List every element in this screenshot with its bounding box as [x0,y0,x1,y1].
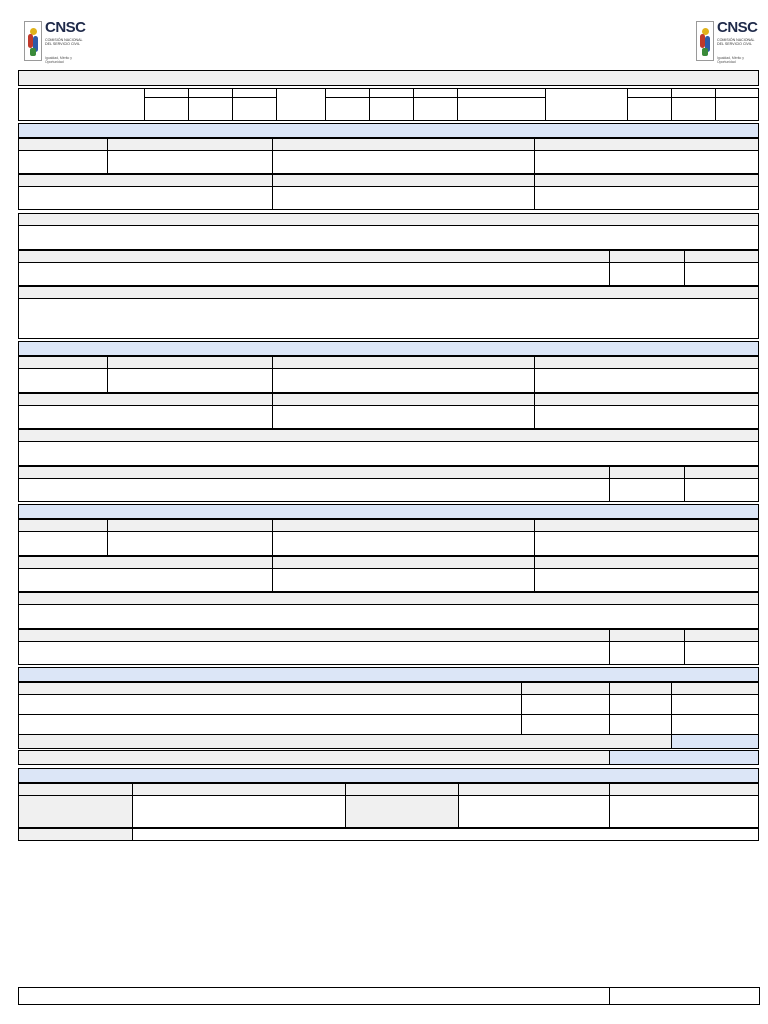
logo-tagline: Igualdad, Mérito y Oportunidad [45,56,72,64]
field-input[interactable] [609,262,685,286]
header-input-cell[interactable] [671,97,716,121]
table-total-label [18,734,672,749]
section-4-band [18,667,759,682]
header-input-cell[interactable] [369,97,414,121]
signature-label [345,795,459,828]
table-cell[interactable] [521,694,610,715]
table-cell[interactable] [521,714,610,735]
logo-title: CNSC [717,19,758,36]
section-5-band [18,768,759,783]
header-label-cell [18,88,145,121]
header-input-cell[interactable] [144,97,189,121]
field-input[interactable] [684,262,759,286]
section-1-band [18,123,759,138]
header-label-cell [545,88,628,121]
header-input-cell[interactable] [627,97,672,121]
header-input-cell[interactable] [413,97,458,121]
field-input[interactable] [272,186,535,210]
table-total-value[interactable] [671,734,759,749]
field-input[interactable] [534,568,759,592]
field-input[interactable] [18,604,759,629]
field-input[interactable] [609,641,685,665]
table-cell[interactable] [609,694,672,715]
field-input[interactable] [18,225,759,250]
header-input-cell[interactable] [188,97,233,121]
field-input[interactable] [684,478,759,502]
signature-box[interactable] [132,795,346,828]
field-input[interactable] [534,405,759,429]
logo-tagline: Igualdad, Mérito y Oportunidad [717,56,744,64]
field-input[interactable] [18,150,108,174]
field-input[interactable] [18,641,610,665]
logo-subtitle: COMISIÓN NACIONAL DEL SERVICIO CIVIL [717,38,755,47]
table-total-label [18,750,610,765]
textarea-field[interactable] [18,298,759,339]
field-input[interactable] [18,405,273,429]
table-cell[interactable] [609,714,672,735]
cnsc-logo-right [696,21,758,63]
field-input[interactable] [272,405,535,429]
header-grid [18,88,759,121]
section-3-band [18,504,759,519]
cnsc-emblem-icon [24,21,42,61]
field-input[interactable] [272,531,535,556]
field-input[interactable] [18,186,273,210]
field-input[interactable] [18,441,759,466]
signature-box[interactable] [609,795,759,828]
table-cell[interactable] [671,714,759,735]
field-input[interactable] [18,531,108,556]
field-input[interactable] [684,641,759,665]
section-2-band [18,341,759,356]
signature-label [18,795,133,828]
header-input-cell[interactable] [715,97,759,121]
header-input-cell[interactable] [457,97,546,121]
field-input[interactable] [107,150,273,174]
field-label [18,828,133,841]
field-input[interactable] [18,568,273,592]
field-input[interactable] [18,478,610,502]
header-input-cell[interactable] [325,97,370,121]
header-label-cell [276,88,326,121]
table-cell[interactable] [671,694,759,715]
logo-subtitle: COMISIÓN NACIONAL DEL SERVICIO CIVIL [45,38,83,47]
field-input[interactable] [272,368,535,393]
field-input[interactable] [18,262,610,286]
field-input[interactable] [534,186,759,210]
table-cell[interactable] [18,694,522,715]
field-input[interactable] [107,531,273,556]
field-input[interactable] [534,531,759,556]
table-cell[interactable] [18,714,522,735]
field-input[interactable] [609,478,685,502]
signature-box[interactable] [458,795,610,828]
field-input[interactable] [534,368,759,393]
logo-title: CNSC [45,19,86,36]
field-input[interactable] [534,150,759,174]
table-total-value[interactable] [609,750,759,765]
field-input[interactable] [132,828,759,841]
footer-left-cell [18,987,610,1005]
field-input[interactable] [272,150,535,174]
form-title-bar [18,70,759,86]
field-input[interactable] [18,368,108,393]
footer-right-cell [609,987,760,1005]
header-input-cell[interactable] [232,97,277,121]
field-input[interactable] [107,368,273,393]
cnsc-logo-left [24,21,86,63]
field-input[interactable] [272,568,535,592]
cnsc-emblem-icon [696,21,714,61]
